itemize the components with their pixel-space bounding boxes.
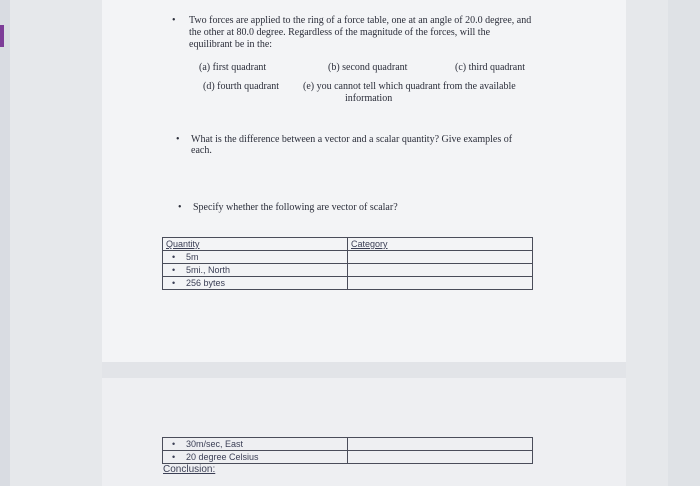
left-background-strip <box>0 0 10 486</box>
table-row <box>163 438 533 451</box>
bullet: • <box>172 439 176 449</box>
quantity-table <box>162 237 533 290</box>
category-header: Category <box>351 239 388 249</box>
table-cell <box>348 238 533 251</box>
option-a: (a) first quadrant <box>199 62 267 73</box>
table-cell <box>163 451 348 464</box>
option-e-line2: information <box>345 93 393 104</box>
table-row <box>163 251 533 264</box>
option-c: (c) third quadrant <box>455 62 525 73</box>
table-cell <box>348 264 533 277</box>
question3-line1: Specify whether the following are vector of scalar? <box>193 202 398 213</box>
question1-line2: the other at 80.0 degree. Regardless of the magnitude of the forces, will the <box>189 27 491 38</box>
bullet: • <box>172 452 176 462</box>
table-cell <box>163 251 348 264</box>
question2-line2: each. <box>191 145 212 156</box>
quantity-value: 5mi., North <box>186 265 231 275</box>
right-background-strip <box>668 0 700 486</box>
bullet: • <box>172 265 176 275</box>
bullet: • <box>178 202 182 213</box>
question2-line1: What is the difference between a vector and a scalar quantity? Give examples of <box>191 134 513 145</box>
conclusion-label: Conclusion: <box>163 464 216 475</box>
bullet: • <box>172 15 176 26</box>
table-cell <box>348 438 533 451</box>
document-page <box>102 0 626 362</box>
left-accent-bar <box>0 25 4 47</box>
table-cell <box>163 438 348 451</box>
table-row <box>163 451 533 464</box>
question1-line3: equilibrant be in the: <box>189 39 273 50</box>
bullet: • <box>172 252 176 262</box>
table-cell <box>163 264 348 277</box>
option-e-line1: (e) you cannot tell which quadrant from the available <box>303 81 516 92</box>
table-row <box>163 277 533 290</box>
quantity-value: 30m/sec, East <box>186 439 244 449</box>
table-cell <box>163 277 348 290</box>
option-d: (d) fourth quadrant <box>203 81 280 92</box>
bullet: • <box>176 134 180 145</box>
question1-line1: Two forces are applied to the ring of a force table, one at an angle of 20.0 degree, and <box>189 15 532 26</box>
option-b: (b) second quadrant <box>328 62 408 73</box>
quantity-header: Quantity <box>166 239 200 249</box>
table-cell <box>348 277 533 290</box>
table-cell <box>163 238 348 251</box>
quantity-value: 5m <box>186 252 199 262</box>
page-gap <box>102 362 626 378</box>
bullet: • <box>172 278 176 288</box>
table-cell <box>348 251 533 264</box>
table-row <box>163 264 533 277</box>
table-row <box>163 238 533 251</box>
quantity-value: 256 bytes <box>186 278 226 288</box>
table-cell <box>348 451 533 464</box>
quantity-table-continued <box>162 437 533 464</box>
quantity-value: 20 degree Celsius <box>186 452 259 462</box>
